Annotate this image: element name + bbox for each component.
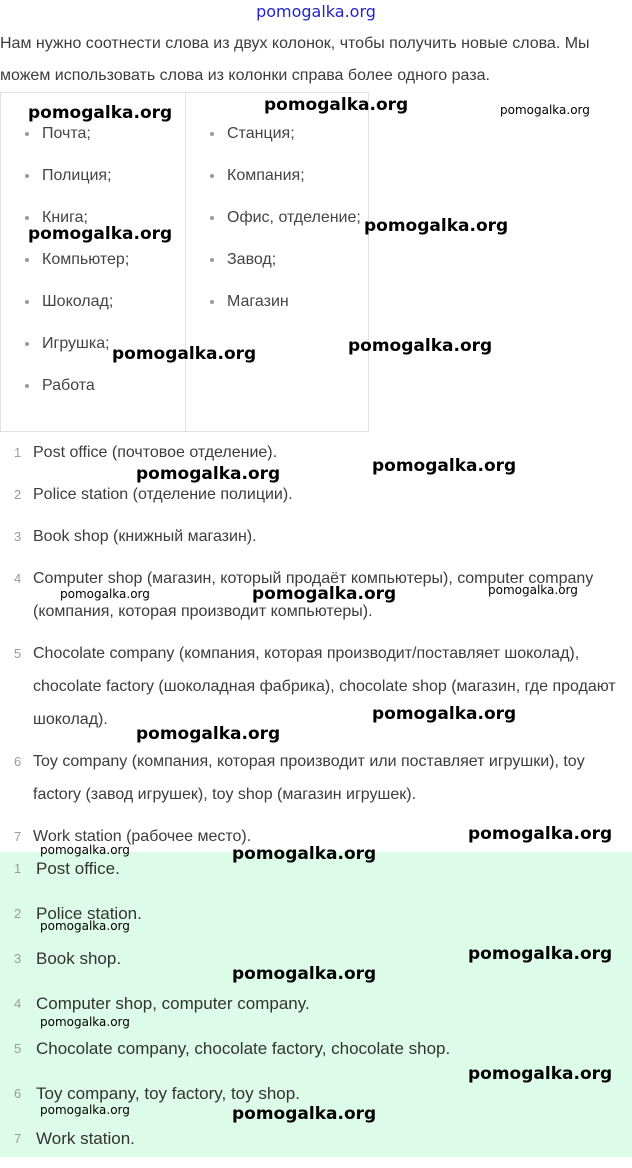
watermark: pomogalka.org xyxy=(372,704,517,724)
right-word: Офис, отделение; xyxy=(208,198,361,240)
answer-item xyxy=(0,745,632,811)
answer-item xyxy=(0,520,632,553)
watermark: pomogalka.org xyxy=(40,1103,130,1117)
watermark: pomogalka.org xyxy=(488,583,578,597)
watermark: pomogalka.org xyxy=(232,964,377,984)
watermark: pomogalka.org xyxy=(232,844,377,864)
left-word: Почта; xyxy=(23,114,129,156)
watermark: pomogalka.org xyxy=(40,919,130,933)
answer-number: 1 xyxy=(14,861,22,876)
words-table xyxy=(0,92,369,432)
short-answer-text: Toy company, toy factory, toy shop. xyxy=(36,1084,300,1103)
watermark: pomogalka.org xyxy=(500,103,590,117)
short-answer-text: Post office. xyxy=(36,859,120,878)
answer-text: Book shop (книжный магазин). xyxy=(33,528,257,545)
watermark: pomogalka.org xyxy=(468,944,613,964)
site-title[interactable]: pomogalka.org xyxy=(256,2,376,21)
answer-number: 3 xyxy=(14,951,22,966)
watermark: pomogalka.org xyxy=(28,224,173,244)
short-answer-text: Chocolate company, chocolate factory, chocolate shop. xyxy=(36,1039,451,1058)
watermark: pomogalka.org xyxy=(232,1104,377,1124)
watermark: pomogalka.org xyxy=(252,584,397,604)
watermark: pomogalka.org xyxy=(468,824,613,844)
answer-text: Work station (рабочее место). xyxy=(33,828,252,845)
watermark: pomogalka.org xyxy=(60,587,150,601)
watermark: pomogalka.org xyxy=(112,344,257,364)
answers-with-translation xyxy=(0,436,632,853)
answer-text: Computer shop (магазин, который продаёт компьютеры), computer company (компания, которая производит компьютеры). xyxy=(33,570,594,620)
answer-text: Post office (почтовое отделение). xyxy=(33,444,278,461)
answer-number: 3 xyxy=(14,529,22,544)
watermark: pomogalka.org xyxy=(372,456,517,476)
answer-number: 5 xyxy=(14,1041,22,1056)
answer-number: 2 xyxy=(14,487,22,502)
answer-item xyxy=(0,478,632,511)
right-word: Завод; xyxy=(208,240,361,282)
answer-number: 6 xyxy=(14,754,22,769)
short-answer-text: Book shop. xyxy=(36,949,122,968)
column-divider xyxy=(185,93,186,431)
left-word: Полиция; xyxy=(23,156,129,198)
watermark: pomogalka.org xyxy=(40,843,130,857)
answer-item xyxy=(0,637,632,736)
intro-text: Нам нужно соотнести слова из двух колонок, чтобы получить новые слова. Мы можем использовать слова из колонки справа более одного раза. xyxy=(0,35,590,84)
watermark: pomogalka.org xyxy=(136,724,281,744)
answer-number: 6 xyxy=(14,1086,22,1101)
short-answer-text: Work station. xyxy=(36,1129,135,1148)
short-answer-text: Police station. xyxy=(36,904,142,923)
answer-number: 4 xyxy=(14,996,22,1011)
watermark: pomogalka.org xyxy=(348,336,493,356)
answer-number: 1 xyxy=(14,445,22,460)
left-word: Книга; xyxy=(23,198,129,240)
watermark: pomogalka.org xyxy=(40,1015,130,1029)
answer-text: Police station (отделение полиции). xyxy=(33,486,293,503)
watermark: pomogalka.org xyxy=(364,216,509,236)
watermark: pomogalka.org xyxy=(28,103,173,123)
answer-text: Chocolate company (компания, которая производит/поставляет шоколад), chocolate factory (шоколадная фабрика), chocolate shop (магазин, где продают шоколад). xyxy=(33,645,616,728)
short-answer-item xyxy=(0,1123,632,1168)
answer-item xyxy=(0,436,632,469)
left-word: Компьютер; xyxy=(23,240,129,282)
answer-number: 7 xyxy=(14,829,22,844)
right-word: Компания; xyxy=(208,156,361,198)
answer-number: 5 xyxy=(14,646,22,661)
left-word: Работа xyxy=(23,366,129,408)
short-answer-text: Computer shop, computer company. xyxy=(36,994,310,1013)
right-word: Станция; xyxy=(208,114,361,156)
left-word: Игрушка; xyxy=(23,324,129,366)
right-word-column xyxy=(208,114,361,324)
answer-number: 4 xyxy=(14,571,22,586)
answer-number: 2 xyxy=(14,906,22,921)
right-word: Магазин xyxy=(208,282,361,324)
left-word: Шоколад; xyxy=(23,282,129,324)
answer-text: Toy company (компания, которая производит или поставляет игрушки), toy factory (завод игрушек), toy shop (магазин игрушек). xyxy=(33,753,585,803)
watermark: pomogalka.org xyxy=(136,464,281,484)
watermark: pomogalka.org xyxy=(264,95,409,115)
answer-number: 7 xyxy=(14,1131,22,1146)
watermark: pomogalka.org xyxy=(468,1064,613,1084)
